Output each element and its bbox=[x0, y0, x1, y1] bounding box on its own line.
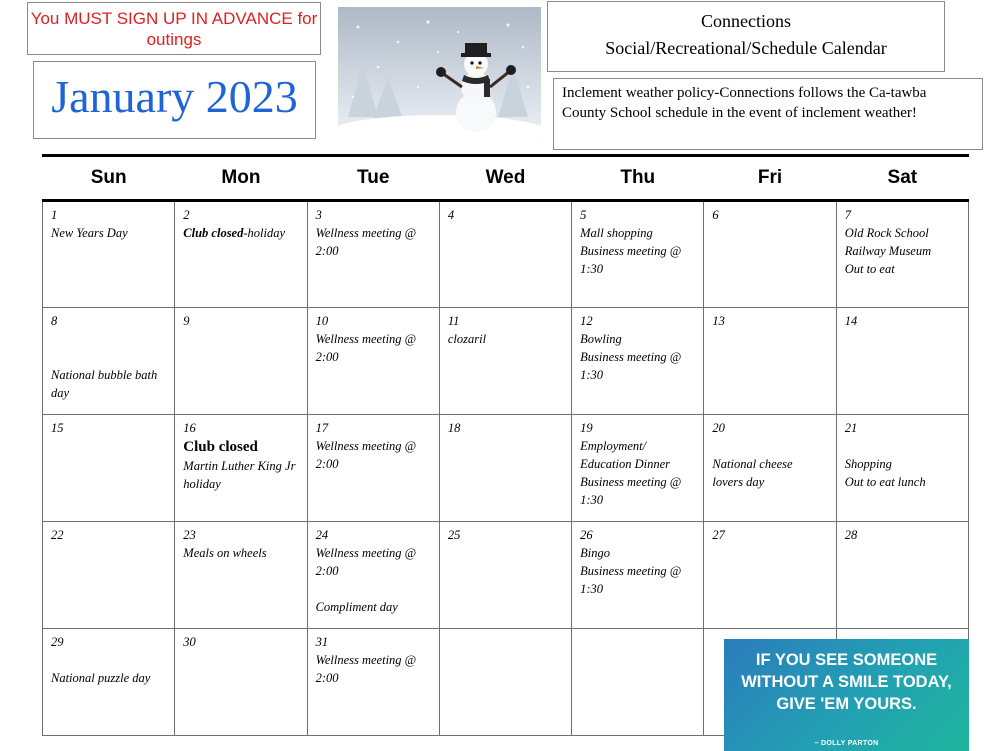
week-row bbox=[43, 415, 969, 522]
calendar-subtitle: Social/Recreational/Schedule Calendar bbox=[605, 38, 887, 58]
event-line: Compliment day bbox=[315, 600, 398, 614]
day-number: 16 bbox=[183, 421, 196, 435]
event-line: Business meeting @ bbox=[580, 244, 682, 258]
day-cell bbox=[704, 415, 836, 522]
event-line: Meals on wheels bbox=[183, 546, 267, 560]
day-cell bbox=[572, 201, 704, 308]
day-number: 25 bbox=[447, 528, 461, 542]
day-cell bbox=[439, 629, 571, 736]
day-cell bbox=[836, 201, 968, 308]
day-cell bbox=[307, 415, 439, 522]
day-number: 11 bbox=[447, 314, 460, 328]
event-line: 1:30 bbox=[580, 368, 604, 382]
event-line: 1:30 bbox=[580, 582, 604, 596]
day-cell bbox=[439, 308, 571, 415]
event-line: Business meeting @ bbox=[580, 350, 682, 364]
event-line: Shopping bbox=[844, 457, 892, 471]
event-line: New Years Day bbox=[51, 226, 128, 240]
day-cell bbox=[572, 629, 704, 736]
day-cell bbox=[704, 308, 836, 415]
event-line: Employment/ bbox=[580, 439, 647, 453]
day-number: 28 bbox=[844, 528, 858, 542]
day-number: 3 bbox=[315, 208, 322, 222]
event-line: Wellness meeting @ bbox=[315, 439, 417, 453]
day-number: 18 bbox=[447, 421, 461, 435]
day-number: 4 bbox=[447, 208, 455, 222]
day-number: 26 bbox=[580, 528, 593, 542]
event-line: 1:30 bbox=[580, 262, 604, 276]
day-number: 19 bbox=[580, 421, 593, 435]
event-line: National puzzle day bbox=[51, 671, 151, 685]
weekday-wed: Wed bbox=[439, 157, 571, 201]
day-number: 23 bbox=[183, 528, 196, 542]
day-number: 17 bbox=[315, 421, 329, 435]
event-line: Club closed bbox=[183, 226, 244, 240]
week-row bbox=[43, 308, 969, 415]
day-cell bbox=[175, 308, 307, 415]
quote-text: IF YOU SEE SOMEONE WITHOUT A SMILE TODAY, GIVE 'EM YOURS. bbox=[741, 651, 952, 713]
day-number: 10 bbox=[315, 314, 329, 328]
day-cell bbox=[43, 522, 175, 629]
event-line: lovers day bbox=[712, 475, 765, 489]
weekday-mon: Mon bbox=[175, 157, 307, 201]
event-line: Wellness meeting @ bbox=[315, 653, 417, 667]
day-number: 2 bbox=[183, 208, 190, 222]
day-number: 7 bbox=[844, 208, 851, 222]
event-line: Education Dinner bbox=[580, 457, 671, 471]
day-cell bbox=[572, 415, 704, 522]
day-cell bbox=[704, 201, 836, 308]
weekday-sat: Sat bbox=[836, 157, 968, 201]
event-line: National bubble bath bbox=[51, 368, 158, 382]
day-cell bbox=[572, 522, 704, 629]
day-cell bbox=[307, 308, 439, 415]
day-number: 27 bbox=[712, 528, 725, 542]
day-cell bbox=[43, 415, 175, 522]
day-number: 14 bbox=[844, 314, 858, 328]
event-line: Old Rock School bbox=[844, 226, 929, 240]
event-line: 2:00 bbox=[315, 564, 339, 578]
day-cell bbox=[836, 308, 968, 415]
day-cell bbox=[175, 522, 307, 629]
day-number: 5 bbox=[580, 208, 587, 222]
day-number: 12 bbox=[580, 314, 593, 328]
weekday-sun: Sun bbox=[43, 157, 175, 201]
event-line: Wellness meeting @ bbox=[315, 226, 417, 240]
day-number: 22 bbox=[51, 528, 64, 542]
event-line: -holiday bbox=[243, 226, 286, 240]
day-cell bbox=[439, 201, 571, 308]
day-cell bbox=[836, 522, 968, 629]
event-line: day bbox=[51, 386, 70, 400]
day-number: 31 bbox=[315, 635, 329, 649]
day-number: 20 bbox=[712, 421, 725, 435]
event-line: 2:00 bbox=[315, 671, 339, 685]
event-line: holiday bbox=[183, 477, 221, 491]
day-number: 30 bbox=[183, 635, 196, 649]
day-number: 6 bbox=[712, 208, 719, 222]
event-line: Out to eat bbox=[844, 262, 895, 276]
snowman-image bbox=[338, 7, 541, 141]
event-line: Mall shopping bbox=[580, 226, 653, 240]
day-cell bbox=[307, 522, 439, 629]
week-row bbox=[43, 522, 969, 629]
weekday-thu: Thu bbox=[572, 157, 704, 201]
event-line: 1:30 bbox=[580, 493, 604, 507]
weekday-fri: Fri bbox=[704, 157, 836, 201]
event-line: Wellness meeting @ bbox=[315, 332, 417, 346]
event-line: Out to eat lunch bbox=[844, 475, 926, 489]
quote-author: – DOLLY PARTON bbox=[814, 740, 879, 747]
day-cell bbox=[43, 308, 175, 415]
day-cell bbox=[175, 415, 307, 522]
event-line: Club closed bbox=[183, 439, 258, 455]
day-cell bbox=[704, 522, 836, 629]
day-cell bbox=[43, 201, 175, 308]
org-title: Connections bbox=[701, 11, 791, 31]
event-line: Business meeting @ bbox=[580, 475, 682, 489]
day-number: 13 bbox=[712, 314, 725, 328]
day-number: 8 bbox=[51, 314, 58, 328]
event-line: clozaril bbox=[447, 332, 487, 346]
weekday-header-row bbox=[43, 157, 969, 201]
signup-notice: You MUST SIGN UP IN ADVANCE for outings bbox=[27, 2, 321, 55]
event-line: Bingo bbox=[580, 546, 610, 560]
day-cell bbox=[439, 415, 571, 522]
event-line: 2:00 bbox=[315, 457, 339, 471]
month-title: January 2023 bbox=[33, 61, 316, 139]
day-cell bbox=[43, 629, 175, 736]
day-cell bbox=[439, 522, 571, 629]
day-cell bbox=[175, 629, 307, 736]
event-line: Railway Museum bbox=[844, 244, 932, 258]
event-line: 2:00 bbox=[315, 350, 339, 364]
day-number: 15 bbox=[51, 421, 64, 435]
weekday-tue: Tue bbox=[307, 157, 439, 201]
day-cell bbox=[307, 201, 439, 308]
day-cell bbox=[175, 201, 307, 308]
day-cell bbox=[572, 308, 704, 415]
event-line: Wellness meeting @ bbox=[315, 546, 417, 560]
weather-policy: Inclement weather policy-Connections follows the Ca-tawba County School schedule in the event of inclement weather! bbox=[553, 78, 983, 150]
day-number: 29 bbox=[51, 635, 64, 649]
event-line: Martin Luther King Jr bbox=[183, 459, 296, 473]
day-cell bbox=[307, 629, 439, 736]
day-number: 1 bbox=[51, 208, 58, 222]
event-line: National cheese bbox=[712, 457, 793, 471]
day-number: 21 bbox=[844, 421, 858, 435]
event-line: Business meeting @ bbox=[580, 564, 682, 578]
day-cell bbox=[836, 415, 968, 522]
day-number: 9 bbox=[183, 314, 190, 328]
event-line: 2:00 bbox=[315, 244, 339, 258]
event-line: Bowling bbox=[580, 332, 622, 346]
quote-card bbox=[724, 639, 969, 751]
week-row bbox=[43, 201, 969, 308]
title-box bbox=[547, 1, 945, 72]
day-number: 24 bbox=[315, 528, 329, 542]
